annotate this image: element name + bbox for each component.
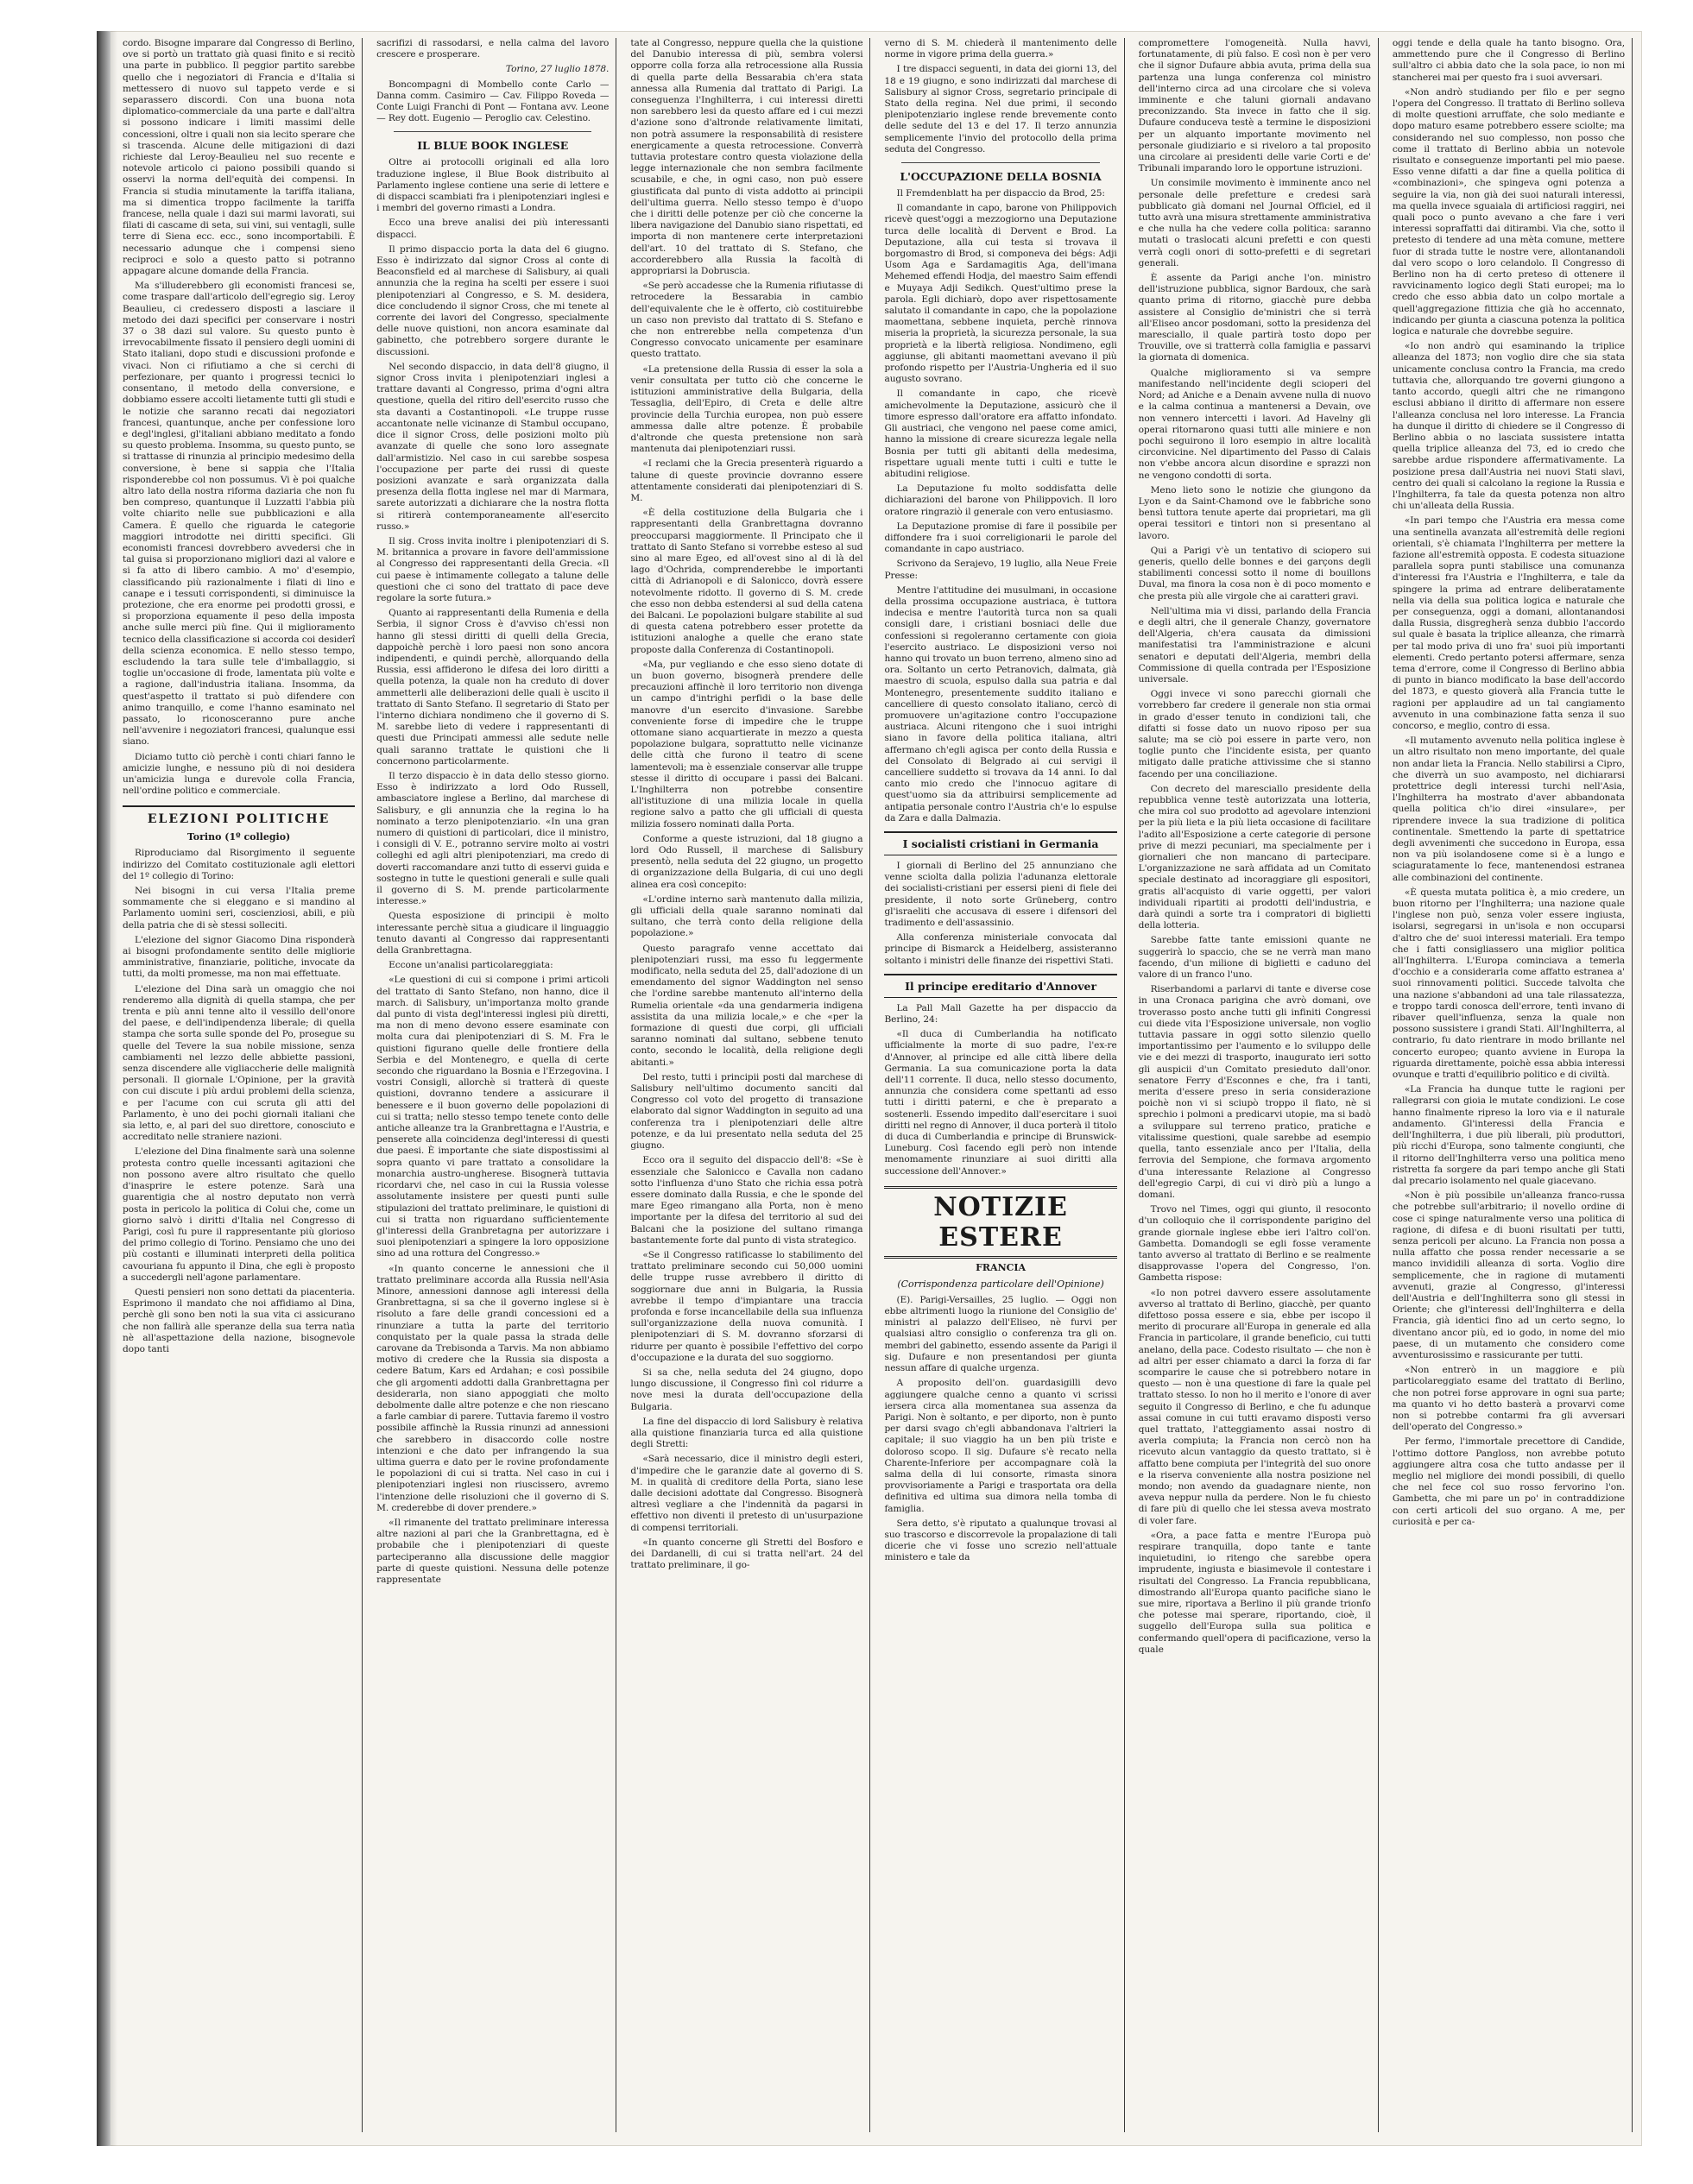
article-signatures: Boncompagni di Mombello conte Carlo — Danna comm. Casimiro — Cav. Filippo Roveda — Conte Luigi Franchi di Pont — Fontana avv. Leone — Rey dott. Eugenio — Peroglio cav. Celestino. [376,79,610,124]
article-paragraph: «Se però accadesse che la Rumenia rifiutasse di retrocedere la Bessarabia in cambio dell'equivalente che le è offerto, ciò costituirebbe un caso non previsto dal trattato di S. Stefano e che non entrerebbe nella competenza d'un Congresso convocato unicamente per esaminare questo trattato. [630,281,863,360]
article-paragraph: L'elezione del Dina sarà un omaggio che noi renderemo alla dignità di quella stampa, che per trenta e più anni tenne alto il vessillo dell'onore del paese, e dell'indipendenza liberale; di quella stampa che sorta sulle sponde del Po, prosegue su quelle del Tevere la sua nobile missione, senza cambiamenti nel lezzo delle abbiette passioni, senza discendere alle vigliaccherie delle malignità personali. Il giornale L'Opinione, per la gravità con cui discute i più ardui problemi della scienza, e per l'acume con cui scruta gli atti del Parlamento, è uno dei pochi giornali italiani che sia letto, e, al pari del suo direttore, conosciuto e accreditato nelle straniere nazioni. [123,983,356,1143]
article-paragraph: Qualche miglioramento si va sempre manifestando nell'incidente degli scioperi del Nord; ad Aniche e a Denain avvene nulla di nuovo e la calma continua a mantenersi a Devain, ove non vennero intercetti i lavori. Ad Havelny gli operai ritornarono quasi tutti alle miniere e non pochi seguirono il loro esempio in altre località circonvicine. Nel dipartimento del Passo di Calais non v'ebbe ancora alcun disordine e sprazzi non ne vengono condotti di sorta. [1138,367,1371,481]
article-paragraph: «Ma, pur vegliando e che esso sieno dotate di un buon governo, bisognerà prendere delle precauzioni affinchè il loro territorio non divenga un campo d'intrighi perfidi o la base delle manovre d'un esercito d'invasione. Sarebbe conveniente forse di impedire che le truppe ottomane siano acquartierate in mezzo a questa popolazione bulgara, soprattutto nelle vicinanze delle città che furono il teatro di scene lamentevoli; ma è essenziale conservar alle truppe stesse il diritto di occupare i passi dei Balcani. L'Inghilterra non potrebbe consentire all'istituzione di una milizia locale in quella regione salvo a patto che gli ufficiali di questa milizia fossero nominati dalla Porta. [630,659,863,830]
section-heading-notizie-estere: NOTIZIE ESTERE [884,1186,1116,1259]
correspondence-note: (Corrispondenza particolare dell'Opinione) [897,1278,1104,1290]
article-paragraph: Con decreto del maresciallo presidente della repubblica venne testè autorizzata una lotteria, che mira col suo prodotto ad agevolare intenzioni per la più lieta e la più lieta occasione di facilitare l'adito all'Esposizione a certe categorie di persone prive di mezzi pecuniari, ma specialmente per i giornalieri che non mancano di partecipare. L'organizzazione ne sarà affidata ad un Comitato speciale destinato ad incoraggiare gli espositori, gratis all'acquisto di varie oggetti, per valori individuali ripartiti ai prodotti dell'industria, e darà quindi a sorte tra i compratori di biglietti della lotteria. [1138,783,1371,931]
column-2 [371,38,616,2132]
article-paragraph: Oggi invece vi sono parecchi giornali che vorrebbero far credere il generale non stia ormai in grado d'esser tenuto in condizioni tali, che difatti si fosse dato un nuovo riposo per sua salute; ma se ciò poi essere in parte vero, non toglie punto che l'incidente esista, per quanto mitigato dalle pratiche attivissime che si stanno facendo per una conciliazione. [1138,689,1371,780]
article-paragraph: Nell'ultima mia vi dissi, parlando della Francia e degli altri, che il generale Chanzy, governatore dell'Algeria, ch'era causata da dimissioni manifestatisi tra l'amministrazione e alcuni senatori e deputati dell'Algeria, membri della Commissione di quella contrada per l'Esposizione universale. [1138,605,1371,685]
article-paragraph: Il terzo dispaccio è in data dello stesso giorno. Esso è indirizzato a lord Odo Russell, ambasciatore inglese a Berlino, dal marchese di Salisbury, e gli annunzia che la regina lo ha nominato a terzo plenipotenziario. «In una gran numero di quistioni di particolari, dice il ministro, i consigli di V. E., potranno servire molto ai vostri colleghi ed agli altri plenipotenziari, ma credo di doverti raccomandare anzi tutto di esservi guida e sostegno in tutte le questioni generali e sulle quali il governo di S. M. prende particolarmente interesse.» [376,770,610,907]
article-paragraph: «Non entrerò in un maggiore e più particolareggiato esame del trattato di Berlino, che non potrei forse approvare in ogni sua parte; ma quanto vi ho detto basterà a provarvi come non si potrebbe contarmi fra gli avversari dell'operato del Congresso.» [1392,1365,1625,1433]
article-paragraph: Il Fremdenblatt ha per dispaccio da Brod, 25: [896,188,1105,199]
newspaper-columns [117,38,1633,2132]
article-paragraph: I tre dispacci seguenti, in data dei giorni 13, del 18 e 19 giugno, e sono indirizzati dal marchese di Salisbury al signor Cross, segretario principale di Stato della regina. Nel due primi, il secondo plenipotenziario inglese rende brevemente conto delle sedute del 13 e del 17. Il terzo annunzia semplicemente l'invio del protocollo della prima seduta del Congresso. [884,64,1117,155]
article-paragraph: La Deputazione promise di fare il possibile per diffondere fra i suoi correligionarii le parole del comandante in capo austriaco. [884,521,1117,555]
article-paragraph: L'elezione del Dina finalmente sarà una solenne protesta contro quelle incessanti agitazioni che non possono avere altro risultato che quello d'inasprire le estere potenze. Sarà una guarentigia che al nostro deputato non verrà posta in pericolo la politica di Colui che, come un giorno salvò i diritti d'Italia nel Congresso di Parigi, così fu pure il rappresentante più glorioso del primo collegio di Torino. Pensiamo che uno dei più costanti e illuminati interpreti della politica cavouriana fu appunto il Dina, che egli è proposto a succedergli nell'agone parlamentare. [123,1146,356,1283]
article-paragraph: Mentre l'attitudine dei musulmani, in occasione della prossima occupazione austriaca, è tuttora indecisa e mentre l'autorità turca non sa quali consigli dare, i cristiani bosniaci delle due confessioni si regoleranno certamente con gioia l'esercito austriaco. Le disposizioni verso noi hanno qui trovato un buon terreno, almeno sino ad ora. Soltanto un certo Petranovich, dalmata, già maestro di scuola, espulso dalla sua patria e dal Montenegro, presentemente suddito italiano e cancelliere di questo consolato italiano, cercò di promuovere un'agitazione contro l'occupazione austriaca. Alcuni ritengono che i suoi intrighi siano in favore della politica italiana, altri affermano ch'egli agisca per conto della Russia e del Consolato di Belgrado ai cui servigi il cancelliere suddetto si trovava da 14 anni. Io dal canto mio credo che l'innocuo agitare di quest'uomo sia da attribuirsi semplicemente ad antipatia personale contro l'Austria ch'e lo espulse da Zara e dalla Dalmazia. [884,584,1117,824]
article-paragraph: Nel secondo dispaccio, in data dell'8 giugno, il signor Cross invita i plenipotenziari inglesi a trattare davanti al Congresso, prima d'ogni altra questione, quella del ritiro dell'esercito russo che sta davanti a Costantinopoli. «Le truppe russe accantonate nelle vicinanze di Stambul occupano, dice il signor Cross, delle posizioni molto più avanzate di quelle che sono loro assegnate dall'armistizio. Nel caso in cui sarebbe sospesa l'occupazione per parte dei russi di queste posizioni avanzate e sarà organizzata dalla presenza della flotta inglese nel mar di Marmara, sarete autorizzati a dichiarare che la nostra flotta si ritirerà contemporaneamente all'esercito russo.» [376,361,610,532]
article-paragraph: sacrifizi di rassodarsi, e nella calma del lavoro crescere e prosperare. [376,38,610,60]
article-paragraph: Nei bisogni in cui versa l'Italia preme sommamente che si eleggano e si mandino al Parlamento uomini seri, coscienziosi, abili, e più della patria che di sè stessi solleciti. [123,886,356,931]
section-heading-blue-book: IL BLUE BOOK INGLESE [417,139,569,153]
article-paragraph: La fine del dispaccio di lord Salisbury è relativa alla quistione finanziaria turca ed alla quistione degli Stretti: [630,1416,863,1450]
article-paragraph: Ma s'illuderebbero gli economisti francesi se, come traspare dall'articolo dell'egregio sig. Leroy Beaulieu, ci credessero disposti a lasciare il metodo dei dazi specifici per conservare i nostri 37 o 38 dazi sul valore. Su questo punto è irrevocabilmente fissato il pensiero degli uomini di Stato italiani, dopo studi e discussioni profonde e vivaci. Non ci rifiutiamo a che si cerchi di perfezionare, per quanto i progressi tecnici lo consentano, il metodo della conversione, e dobbiamo essere accolti lietamente tutti gli studi e le notizie che saranno recati dai negoziatori francesi, quantunque, anche per confessione loro e degl'inglesi, gl'italiani abbiano meditato a fondo su questo problema. Insomma, su questo punto, se si trattasse di rinunzia al principio medesimo della conversione, è bene si sappia che l'Italia risponderebbe col non possumus. Vi è poi qualche altro lato della nostra riforma daziaria che non fu ben compreso, quantunque il Luzzatti l'abbia più volte chiarito nelle sue pubblicazioni e alla Camera. È quello che riguarda le categorie maggiori introdotte nei diritti specifici. Gli economisti francesi dovrebbero avvedersi che in tal guisa si proporzionano migliori dazi al valore e si fa atto di libero cambio. A mo' d'esempio, classificando più razionalmente i filati di lino e canape e i tessuti corrispondenti, si diminuisce la protezione, che era enorme pei prodotti grossi, e si proporziona equamente il peso della imposta anche sulle merci più fine. Qui il miglioramento tecnico della classificazione si accorda coi desiderî della scienza economica. E nello stesso tempo, escludendo la tara sulle tele d'imballaggio, si toglie un'occasione di frode, lamentata più volte e a ragione, dall'industria italiana. Insomma, da quest'aspetto il trattato si può difendere con animo tranquillo, e come l'hanno esaminato nel passato, lo riconosceranno pure anche nell'avvenire i negoziatori francesi, qualunque essi siano. [123,281,356,748]
article-paragraph: Sarebbe fatte tante emissioni quante ne suggerirà lo spaccio, che se ne verrà man mano facendo, d'un milione di biglietti e caduno del valore di un franco l'uno. [1138,935,1371,981]
divider [901,162,1099,163]
article-paragraph: Eccone un'analisi particolareggiata: [389,960,553,971]
article-paragraph: «La pretensione della Russia di esser la sola a venir consultata per tutto ciò che concerne le istituzioni amministrative della Bulgaria, della Tessaglia, dell'Epiro, di Creta e delle altre provincie della Turchia europea, non può essere ammessa dalle altre potenze. È probabile d'altronde che questa pretensione non sarà mantenuta dai plenipotenziari russi. [630,363,863,455]
article-paragraph: «Il rimanente del trattato preliminare interessa altre nazioni al pari che la Granbrettagna, ed è probabile che i plenipotenziari di queste parteciperanno alla discussione delle maggior parte di queste quistioni. Nessuna delle potenze rappresentate [376,1517,610,1585]
section-heading-elezioni: ELEZIONI POLITICHE [123,805,355,826]
article-paragraph: compromettere l'omogeneità. Nulla havvi, fortunatamente, di più falso. E così non è per vero che il signor Dufaure abbia avuta, prima della sua partenza una lunga conferenza col ministro dell'interno circa ad una circolare che si voleva imminente e che taluni giornali andavano preconizzando. Sta invece in fatto che il sig. Dufaure conduceva testè a termine le disposizioni per un alquanto importante movimento nel personale giudiziario e si riveloro a tal proposito una circolare ai presidenti delle varie Corti e de' Tribunali imparando loro le opportune istruzioni. [1138,38,1371,174]
article-paragraph: «È questa mutata politica è, a mio credere, un buon ritorno per l'Inghilterra; una nazione quale l'inglese non può, senza voler essere ingiusta, isolarsi, segregarsi in un'isola e non occuparsi d'altro che de' suoi interessi materiali. Era tempo che i fatti consigliassero una miglior politica all'Inghilterra. L'Europa cominciava a temerla d'occhio e a considerarla come affatto estranea a' suoi rinnovamenti politici. Succede talvolta che una nazione s'abbandoni ad una tale rilassatezza, e troppo tardi conosca dell'errore, tentì invano di ribaver quell'influenza, senza la quale non possono sussistere i grandi Stati. All'Inghilterra, al contrario, fu dato rientrare in modo brillante nel concerto europeo; quanto avviene in Europa la riguarda direttamente, poichè essa abbia interessi ovunque e tratti d'equilibrio politico e di civiltà. [1392,887,1625,1081]
article-paragraph: Riserbandomi a parlarvi di tante e diverse cose in una Cronaca parigina che avrò domani, ove troverasso posto anche tutti gli infiniti Congressi cui diede vita l'Esposizione universale, non voglio tuttavia passare in oggi sotto silenzio quello importantissimo per l'aumento e lo sviluppo delle vie e dei mezzi di trasporto, inaugurato ieri sotto gli auspicii d'un Comitato presieduto dall'onor. senatore Ferry d'Esconnes e che, fra i tanti, merita d'essere preso in seria considerazione poichè non vi si sciupò troppo il fiato, nè si sprechio i polmoni a predicarvi utopie, ma si badò a sviluppare sul terreno pratico, pratiche e vitalissime questioni, quale sarebbe ad esempio quella, tanto essenziale anco per l'Italia, della ferrovia del Sempione, che formava argomento d'una interessante Relazione al Congresso dell'egregio Carpi, di cui vi dirò più a lungo a domani. [1138,984,1371,1200]
article-paragraph: oggi tende e della quale ha tanto bisogno. Ora, ammettendo pure che il Congresso di Berlino sull'altro ci abbia dato che la sola pace, io non mi stancherei mai per questo fra i suoi avversari. [1392,38,1625,83]
article-paragraph: tate al Congresso, neppure quella che la quistione del Danubio interessa di più, sembra volersi opporre colla forza alla retrocessione alla Russia di quella parte della Bessarabia ch'era stata annessa alla Rumenia dal trattato di Parigi. La conseguenza l'Inghilterra, i cui interessi diretti non sarebbero lesi da questo affare ed i cui mezzi d'azione sono d'altronde relativamente limitati, non potrà assumere la responsabilità di resistere energicamente a questa retrocessione. Converrà tuttavia protestare contro questa violazione della legge internazionale che non sembra facilmente scusabile, e che, in ogni caso, non può essere giustificata dal punto di vista addotto ai principii dell'ultima guerra. Nello stesso tempo è d'uopo che i diritti delle potenze per ciò che concerne la libera navigazione del Danubio siano rispettati, ed importa di non mantenere certe interpretazioni dell'art. 10 del trattato di S. Stefano, che accorderebbero alla Russia la facoltà di appropriarsi la Dobruscia. [630,38,863,277]
article-paragraph: L'elezione del signor Giacomo Dina risponderà ai bisogni profondamente sentito delle migliorie amministrative, finanziarie, politiche, invocate da tutti, da molti promesse, ma non mai effettuate. [123,934,356,980]
article-paragraph: «Non è più possibile un'alleanza franco-russa che potrebbe sull'arbitrario; il novello ordine di cose ci spinge naturalmente verso una politica di ragione, di difesa e di buoni risultati per tutti, senza pericoli per alcuno. La Francia non possa a nulla affatto che possa render necessarie a se manco invididili alleanza di sorta. Voglio dire semplicemente, che in ragione di mutamenti avvenuti, grazie al Congresso, gl'interessi dell'Austria e dell'Inghilterra sono gli stessi in Oriente; che gl'interessi dell'Inghilterra e della Francia, già identici fino ad un certo segno, lo diventano ancor più, ed io godo, in nome del mio paese, di un mutamento che considero come avventurosissimo e rassicurante per tutti. [1392,1190,1625,1360]
subheading-torino: Torino (1º collegio) [186,831,291,843]
article-paragraph: Questa esposizione di principii è molto interessante perchè situa a giudicare il linguaggio tenuto davanti al Congresso dai rappresentanti della Granbrettagna. [376,911,610,956]
article-paragraph: Il sig. Cross invita inoltre i plenipotenziari di S. M. britannica a provare in favore dell'ammissione al Congresso dei rappresentanti della Grecia. «Il cui paese è intimamente collegato a talune delle questioni che ci sono del trattato di pace deve regolare la sorte futura.» [376,535,610,603]
article-paragraph: «Se il Congresso ratificasse lo stabilimento del trattato preliminare secondo cui 50,000 uomini delle truppe russe avrebbero il diritto di soggiornare due anni in Bulgaria, la Russia avrebbe il tempo d'impiantare una traccia profonda e forse incancellabile della sua influenza sull'organizzazione della nuova comunità. I plenipotenziari di S. M. dovranno sforzarsi di ridurre per quanto è possibile l'effettivo del corpo d'occupazione e la durata del suo soggiorno. [630,1249,863,1363]
article-paragraph: Diciamo tutto ciò perchè i conti chiari fanno le amicizie lunghe, e nessuno più di noi desidera un'amicizia lunga e durevole colla Francia, nell'ordine politico e commerciale. [123,751,356,797]
article-paragraph: «La Francia ha dunque tutte le ragioni per rallegrarsi con gioia le mutate condizioni. Le cose hanno finalmente ripreso la loro via e il naturale andamento. Gl'interessi della Francia e dell'Inghilterra, i due più liberali, più produttori, più ricchi d'Europa, sono talmente congiunti, che il ritorno dell'Inghilterra verso una politica meno ristretta fa sorgere da pari tempo anche gli Stati dal precario isolamento nel quale giacevano. [1392,1084,1625,1186]
article-paragraph: «Non andrò studiando per filo e per segno l'opera del Congresso. Il trattato di Berlino solleva di molte questioni arruffate, che solo mediante e dopo maturo esame potrebbero essere sciolte; ma considerando nel suo complesso, non posso che come il trattato di Berlino abbia un notevole risultato e conseguenze importanti pel mio paese. Esso venne difatti a dar fine a quella politica di «combinazioni», che spingeva ogni potenza a seguire la via, non già dei suoi naturali interessi, ma quella invece sguaiala di artificiosi raggiri, nei quali poco o punto avevano a che fare i veri interessi sopraffatti dai ditirambi. Via che, sotto il pretesto di tendere ad una mèta comune, mettere fuor di strada tutte le nostre vere, allontanandoli dal vero scopo o loro celandolo. Il Congresso di Berlino non ha di certo preteso di ottenere il ravvicinamento logico degli Stati europei; ma lo credo che esso abbia dato un colpo mortale a quell'aggregazione fittizia che già ho accennato, indicando per giunta a ciascuna potenza la politica logica e naturale che dovrebbe seguire. [1392,86,1625,338]
article-paragraph: Oltre ai protocolli originali ed alla loro traduzione inglese, il Blue Book distribuito al Parlamento inglese contiene una serie di lettere e di dispacci scambiati fra i plenipotenziari inglesi e i membri del governo rimasti a Londra. [376,157,610,214]
article-paragraph: «L'ordine interno sarà mantenuto dalla milizia, gli ufficiali della quale saranno nominati dal sultano, che terrà conto della religione della popolazione.» [630,893,863,939]
article-paragraph: «Il mutamento avvenuto nella politica inglese è un altro risultato non meno importante, del quale non andar lieta la Francia. Nello stabilirsi a Cipro, che diverrà un suo avamposto, nel dichiararsi protettrice degli interessi turchi nell'Asia, l'Inghilterra ha mostrato d'aver abbandonata quella politica ch'io direi «insulare», per riprendere invece la sua tradizione di politica continentale. Smettendo la parte di spettatrice degli avvenimenti che succedono in Europa, essa non va più isolandosene come si è a lungo e sciaguratamente lo fece, mantenendosi estranea alle combinazioni del continente. [1392,735,1625,883]
article-paragraph: «Ora, a pace fatta e mentre l'Europa può respirare tranquilla, dopo tante e tante inquietudini, io ritengo che sarebbe opera imprudente, ingiusta e biasimevole il contestare i risultati del Congresso. La Francia repubblicana, dimostrando all'Europa quanto pacifiche siano le sue mire, riportava a Berlino il più grande trionfo che potesse mai sperare, riportando, cioè, il suggello dell'Europa sulla sua politica e confermando quell'opera di pacificazione, verso la quale [1138,1530,1371,1655]
article-paragraph: Meno lieto sono le notizie che giungono da Lyon e da Saint-Chamond ove le fabbriche sono bensì tuttora tenute aperte dai proprietari, ma gli operai tessitori e tintori non si presentano al lavoro. [1138,484,1371,541]
article-paragraph: Riproduciamo dal Risorgimento il seguente indirizzo del Comitato costituzionale agli elettori del 1º collegio di Torino: [123,848,356,881]
article-paragraph: «Sarà necessario, dice il ministro degli esteri, d'impedire che le garanzie date al governo di S. M. in qualità di creditore della Porta, siano lese dalle decisioni adottate dal Congresso. Bisognerà altresì vegliare a che l'indennità da pagarsi in effettivo non diventi il pretesto di un'usurpazione di compensi territoriali. [630,1454,863,1533]
article-paragraph: «In quanto concerne gli Stretti del Bosforo e dei Dardanelli, di cui si tratta nell'art. 24 del trattato preliminare, il go- [630,1537,863,1571]
section-heading-bosnia: L'OCCUPAZIONE DELLA BOSNIA [900,170,1102,184]
article-paragraph: (E). Parigi-Versailles, 25 luglio. — Oggi non ebbe altrimenti luogo la riunione del Consiglio de' ministri al palazzo dell'Eliseo, nè furvi per qualsiasi altro consiglio o conferenza tra gli on. membri del gabinetto, essendo assente da Parigi il sig. Dufaure e non presentandosi per giunta nessun affare di qualche urgenza. [884,1294,1117,1374]
article-paragraph: Trovo nel Times, oggi qui giunto, il resoconto d'un colloquio che il corrispondente parigino del grande giornale inglese ebbe ieri l'altro coll'on. Gambetta. Domandogli se egli fosse veramente tanto avverso al trattato di Berlino e se realmente disapprovasse l'opera del Congresso, l'on. Gambetta rispose: [1138,1204,1371,1284]
column-1 [117,38,363,2132]
article-paragraph: «Il duca di Cumberlandia ha notificato ufficialmente la morte di suo padre, l'ex-re d'Annover, al principe ed alle città libere della Germania. La sua comunicazione porta la data dell'11 corrente. Il duca, nello stesso documento, annunzia che considera come spettanti ad esso tutti i diritti paterni, e che è preparato a sostenerli. Essendo impedito dall'esercitare i suoi diritti nel regno di Annover, il duca porterà il titolo di duca di Cumberlandia e principe di Brunswick-Luneburg. Così facendo egli però non intende menomamente rinunziare ai suoi diritti alla successione dell'Annover.» [884,1029,1117,1177]
article-paragraph: Ecco una breve analisi dei più interessanti dispacci. [376,218,610,240]
article-paragraph: «Le questioni di cui si compone i primi articoli del trattato di Santo Stefano, non hanno, dice il march. di Salisbury, un'importanza molto grande dal punto di vista degl'interessi inglesi più diretti, ma non di meno devono essere esaminate con molta cura dai plenipotenziari di S. M. Fra le quistioni figurano quelle delle frontiere della Serbia e del Montenegro, e quella di certe secondo che riguardano la Bosnia e l'Erzegovina. I vostri Consigli, allorchè si tratterà di queste quistioni, dovranno tendere a assicurare il benessere e il buon governo delle popolazioni di cui si tratta; nello stesso tempo tenete conto delle antiche alleanze tra la Granbrettagna e l'Austria, e penserete alla coincidenza degl'interessi di questi due paesi. È importante che siate dispostissimi al sopra quanto vi pare trattato a consolidare la monarchia austro-ungherese. Bisognerà tuttavia ricordarvi che, nel caso in cui la Russia volesse assolutamente insistere per questi punti sulle stipulazioni del trattato preliminare, le quistioni di cui si tratta non riguardano sufficientemente gl'interessi della Granbretagna per autorizzare i suoi plenipotenziari a spingere la loro opposizione sino ad una rottura del Congresso.» [376,975,610,1259]
article-paragraph: «I reclami che la Grecia presenterà riguardo a talune di queste provincie dovranno essere attentamente considerati dai plenipotenziari di S. M. [630,458,863,503]
article-paragraph: I giornali di Berlino del 25 annunziano che venne sciolta dalla polizia l'adunanza elettorale dei socialisti-cristiani per essersi pieni di fiele dei presidente, il noto sorte Grüneberg, contro gl'israeliti che accusava di essere i difensori del tradimento e dell'assassinio. [884,861,1117,929]
page-shadow [97,31,117,2146]
article-dateline: Torino, 27 luglio 1878. [505,64,610,75]
section-heading-annover: Il principe ereditario d'Annover [884,974,1116,998]
subheading-francia: FRANCIA [976,1261,1027,1273]
article-paragraph: Si sa che, nella seduta del 24 giugno, dopo lungo discussione, il Congresso finì col ridurre a nove mesi la durata dell'occupazione della Bulgaria. [630,1367,863,1412]
article-paragraph: La Deputazione fu molto soddisfatta delle dichiarazioni del barone von Philippovich. Il loro oratore ringraziò il generale con vero entusiasmo. [884,483,1117,517]
article-paragraph: «In pari tempo che l'Austria era messa come una sentinella avanzata all'estremità delle regioni orientali, s'è chiamata l'Inghilterra per mettere la fazione all'estremità opposta. E codesta situazione parallela sopra punti stabilisce una comunanza d'interessi fra l'Austria e l'Inghilterra, e tale da spingere la prima ad entrare deliberatamente nella via della sua politica logica e naturale che per conseguenza, oggi a domani, allontanandosi dalla Russia, disgregherà senza dubbio l'accordo sul quale è basata la triplice alleanza, che rimarrà per tal modo priva di uno fra' suoi più importanti elementi. Credo pertanto potersi affermare, senza tema d'errore, come il Congresso di Berlino abbia di punto in bianco modificato la base dell'accordo del 1873, e questo gioverà alla Francia tutte le ragioni per applaudire ad un tal cangiamento avvenuto in una combinazione fatta senza il suo concorso, e meglio, contro di essa. [1392,515,1625,731]
section-heading-socialisti: I socialisti cristiani in Germania [884,831,1116,855]
article-paragraph: Qui a Parigi v'è un tentativo di sciopero sui generis, quello delle bonnes e dei garçons degli stabilimenti concessi sotto il nome di bouillons Duval, ma finora la cosa non è di poco momento e che presta più alle virgole che ai caratteri gravi. [1138,545,1371,602]
article-paragraph: Sera detto, s'è riputato a qualunque trovasi al suo trascorso e discorrevole la propalazione di tali dicerie che vi fosse uno screzio nell'attuale ministero e tale da [884,1518,1117,1563]
article-paragraph: Scrivono da Serajevo, 19 luglio, alla Neue Freie Presse: [884,559,1117,581]
article-paragraph: A proposito dell'on. guardasigilli devo aggiungere qualche cenno a quanto vi scrissi iersera circa alla momentanea sua assenza da Parigi. Non è soltanto, e per diporto, non è punto per darsi svago ch'egli abbandonava l'altrieri la capitale; il suo viaggio ha un ben più triste e doloroso scopo. Il sig. Dufaure s'è recato nella Charente-Inferiore per accompagnare colà la salma della di lui consorte, rimasta sinora provvisoriamente a Parigi e trasportata ora della definitiva ed ultima sua dimora nella tomba di famiglia. [884,1378,1117,1514]
article-paragraph: Il comandante in capo, barone von Philippovich ricevè quest'oggi a mezzogiorno una Deputazione turca delle località di Dervent e Brod. La Deputazione, alla cui testa si trovava il borgomastro di Brod, si componeva dei bégs: Adji Usom Aga e Sardamagitis Aga, dell'imana Mehemed effendi Hodja, del maestro Saim effendi e Muyaya Adji Sedikch. Quest'ultimo prese la parola. Egli dichiarò, dopo aver rispettosamente salutato il comandante in capo, che la popolazione maomettana, sebbene inquieta, perchè rinnova miseria la proprietà, la sicurezza personale, la sua proprietà e la libertà religiosa. Nondimeno, egli aggiunse, gli abitanti maomettani avevano il più profondo rispetto per l'Austria-Ungheria ed il suo augusto sovrano. [884,203,1117,385]
column-4 [879,38,1124,2132]
article-paragraph: Il primo dispaccio porta la data del 6 giugno. Esso è indirizzato dal signor Cross al conte di Beaconsfield ed al marchese di Salisbury, ai quali annunzia che la regina ha scelti per essere i suoi plenipotenziari al Congresso, e S. M. desidera, dice concludendo il signor Cross, che mi tenete al corrente dei lavori del Congresso, specialmente delle nuove quistioni, non ancora esaminate dal gabinetto, che potrebbero sorgere durante le discussioni. [376,243,610,357]
article-paragraph: Quanto ai rappresentanti della Rumenia e della Serbia, il signor Cross è d'avviso ch'essi non hanno gli stessi diritti di quelli della Grecia, dappoichè perchè i loro paesi non sono ancora indipendenti, e quindi perchè, allorquando della Russia, essi affiderono le difesa dei loro diritti a quella potenza, la quale non ha creduto di dover ammetterli alle deliberazioni delle quali è uscito il trattato di Santo Stefano. Il segretario di Stato per l'interno dichiara nondimeno che il governo di S. M. sarebbe lieto di vedere i rappresentanti di questi due Principati ammessi alle sedute nelle quali saranno trattate le quistioni che li concernono particolarmente. [376,608,610,767]
article-paragraph: «Io non andrò qui esaminando la triplice alleanza del 1873; non voglio dire che sia stata unicamente conclusa contro la Francia, ma credo tuttavia che, allorquando tre governi giungono a tanto accordo, quegli altri che ne rimangono esclusi abbiano il diritto di affermare non essere l'alleanza conclusa nel loro interesse. La Francia ha dunque il diritto di chiedere se il Congresso di Berlino abbia o no lasciata sussistere intatta quella triplice alleanza del 73, ed io credo che sarebbe ardue rispondere affermativamente. La posizione presa dall'Austria nei nuovi Stati slavi, centro dei quali si calcolano la regione la Russia e l'Inghilterra, fa tale da questa potenza non altro chi un'alleata della Russia. [1392,341,1625,512]
divider [394,131,591,132]
article-paragraph: Il comandante in capo, che ricevè amichevolmente la Deputazione, assicurò che il timore espresso dall'oratore era affatto infondato. Gli austriaci, che vengono nel paese come amici, hanno la missione di creare sicurezza legale nella Bosnia per tutti gli abitanti della medesima, rispettare uguali mente tutti i culti e tutte le abitudini religiose. [884,388,1117,479]
column-5 [1134,38,1379,2132]
article-paragraph: Questo paragrafo venne accettato dai plenipotenziari russi, ma esso fu leggermente modificato, nella seduta del 25, dall'adozione di un emendamento del signor Waddington nel senso che l'ordine sarebbe mantenuto all'interno della Rumelia orientale «da una gendarmeria indigena assistita da una milizia locale,» e che «per la formazione di questi due corpi, gli ufficiali saranno nominati dal sultano, sebbene tenuto conto, secondo le località, della religione degli abitanti.» [630,943,863,1068]
article-paragraph: Conforme a queste istruzioni, dal 18 giugno a lord Odo Russell, il marchese di Salisbury presentò, nella seduta del 22 giugno, un progetto di organizzazione della Bulgaria, di cui uno degli alinea era così concepito: [630,833,863,890]
column-6 [1387,38,1633,2132]
article-paragraph: La Pall Mall Gazette ha per dispaccio da Berlino, 24: [884,1002,1117,1026]
article-paragraph: «È della costituzione della Bulgaria che i rappresentanti della Granbrettagna dovranno preoccuparsi maggiormente. Il Principato che il trattato di Santo Stefano si vorrebbe esteso al sud sino al mare Egeo, ed all'ovest sino al di là del lago d'Ochrida, comprenderebbe le importanti città di Adrianopoli e di Salonicco, dovrà essere notevolmente ridotto. Il governo di S. M. crede che esso non debba estendersi al sud della catena dei Balcani. Le popolazioni bulgare stabilite al sud di questa catena potrebbero esser protette da istituzioni analoghe a quelle che erano state proposte dalla Conferenza di Costantinopoli. [630,508,863,655]
column-3 [625,38,870,2132]
article-paragraph: Un consimile movimento è imminente anco nel personale delle prefetture e credesi sarà pubblicato già domani nel Journal Officiel, ed il tutto avrà una misura strettamente amministrativa e che nulla ha che vedere colla politica: saranno mutati o traslocati alcuni prefetti e con questi verrà cogli onori di sotto-prefetti e di segretari generali. [1138,178,1371,268]
article-paragraph: cordo. Bisogne imparare dal Congresso di Berlino, ove si portò un trattato già quasi finito e si recitò una parte in pubblico. Il peggior partito sarebbe quello che i negoziatori di Francia e d'Italia si mettessero di nuovo sul tappeto verde e si separassero discordi. Con una buona nota diplomatico-commerciale da una parte e dall'altra si possono indicare i limiti massimi delle concessioni, oltre i quali non sia lecito sperare che si trascenda. Alcune delle mitigazioni di dazi richieste dal Leroy-Beaulieu nel suo recente e notevole articolo ci paiono possibili quando si osservi la norma dell'equità dei compensi. In Francia si studia minutamente la tariffa italiana, ma si dimentica troppo facilmente la tariffa francese, nella quale i dazi sui marmi lavorati, sui filati di cascame di seta, sui vini, sui ventagli, sulle terre di Siena ecc. ecc., sono incomportabili. È necessario adunque che i compensi sieno reciproci e solo a questo patto si potranno appagare alcune domande della Francia. [123,38,356,277]
article-paragraph: Per fermo, l'immortale precettore di Candide, l'ottimo dottore Pangloss, non avrebbe potuto aggiungere altra cosa che tutto andasse per il meglio nel migliore dei mondi possibili, di quello che nel fece col suo rosso fervorino l'on. Gambetta, che mi pare un po' in contraddizione con certi articoli del suo organo. A me, per curiosità e per ca- [1392,1436,1625,1527]
article-paragraph: Questi pensieri non sono dettati da piacenteria. Esprimono il mandato che noi affidiamo al Dina, perchè gli sono ben noti la sua vita ci assicurano che non fallirà alle speranze della sua terra natìa nè all'aspettazione della nazione, bisognevole dopo tanti [123,1286,356,1354]
article-paragraph: Del resto, tutti i principii posti dal marchese di Salisbury nell'ultimo documento sanciti dal Congresso col voto del progetto di transazione elaborato dal signor Waddington in seguito ad una conferenza tra i plenipotenziari delle altre potenze, e da lui presentato nella seduta del 25 giugno. [630,1071,863,1152]
article-paragraph: È assente da Parigi anche l'on. ministro dell'istruzione pubblica, signor Bardoux, che sarà quanto prima di ritorno, giacchè pure debba assistere al Consiglio de'ministri che si terrà all'Eliseo ancor posdomani, sotto la presidenza del maresciallo, il quale partirà tosto dopo per Trouville, ove si tratterrà colla famiglia e passarvi la giornata di domenica. [1138,273,1371,363]
article-paragraph: Alla conferenza ministeriale convocata dal principe di Bismarck a Heidelberg, assisteranno soltanto i ministri delle finanze dei rispettivi Stati. [884,932,1117,966]
article-paragraph: «Io non potrei davvero essere assolutamente avverso al trattato di Berlino, giacchè, per quanto difettoso possa essere e sia, ebbe per iscopo il merito di procurare all'Europa in generale ed alla Francia in particolare, il grande beneficio, cui tutti anelano, della pace. Codesto risultato — che non è ad altri per esser chiamato a darci la forza di far scomparire le cause che si potrebbero notare in questo — non è una questione di fare la quale pel trattato stesso. Io non ho il merito e l'onore di aver seguito il Congresso di Berlino, e che fu adunque assai comune in cui tutti eravamo disposti verso quel trattato, l'atteggiamento assai nostro di averla compiuta; la Francia non cercò non ha ricevuto alcun vantaggio da questo trattato, si è affatto bene compiuta per l'integrità del suo onore e la riserva conveniente alla nostra posizione nel mondo; non avendo da guadagnare niente, non aveva neppur nulla da perdere. Non le fu chiesto di fare più di quello che lei stessa aveva mostrato di voler fare. [1138,1287,1371,1526]
article-paragraph: «In quanto concerne le annessioni che il trattato preliminare accorda alla Russia nell'Asia Minore, annessioni dannose agli interessi della Granbrettagna, si sa che il governo inglese si è risoluto a fare delle grandi concessioni ed a rinunziare a tutta la parte del territorio conquistato per la quale passa la strada delle carovane da Trebisonda a Tarvis. Ma non abbiamo motivo di credere che la Russia sia disposta a cedere Batum, Kars ed Ardahan; e così possibile che gli argomenti addotti dalla Granbrettagna per desiderarla, non siano appoggiati che molto debolmente dalle altre potenze e che non riescano a farle cambiar di parere. Tuttavia faremo il vostro possibile affinchè la Russia rinunzi ad annessioni che sarebbero in disaccordo colle nostre intenzioni e che dato per infrangendo la sua ultima guerra e dato per le rovine profondamente le popolazioni di cui si tratta. Nel caso in cui i plenipotenziari inglesi non riuscissero, avremo l'intenzione delle risoluzioni che il governo di S. M. crederebbe di dover prendere.» [376,1263,610,1513]
article-paragraph: Ecco ora il seguito del dispaccio dell'8: «Se è essenziale che Salonicco e Cavalla non cadano sotto l'influenza d'uno Stato che richia essa potrà essere dominato dalla Russia, e che le sponde del mare Egeo rimangano alla Porta, non è meno importante per la difesa del territorio al sud dei Balcani che la posizione del sultano rimanga bastantemente forte dal punto di vista strategico. [630,1155,863,1246]
article-paragraph: verno di S. M. chiederà il mantenimento delle norme in vigore prima della guerra.» [884,38,1117,60]
